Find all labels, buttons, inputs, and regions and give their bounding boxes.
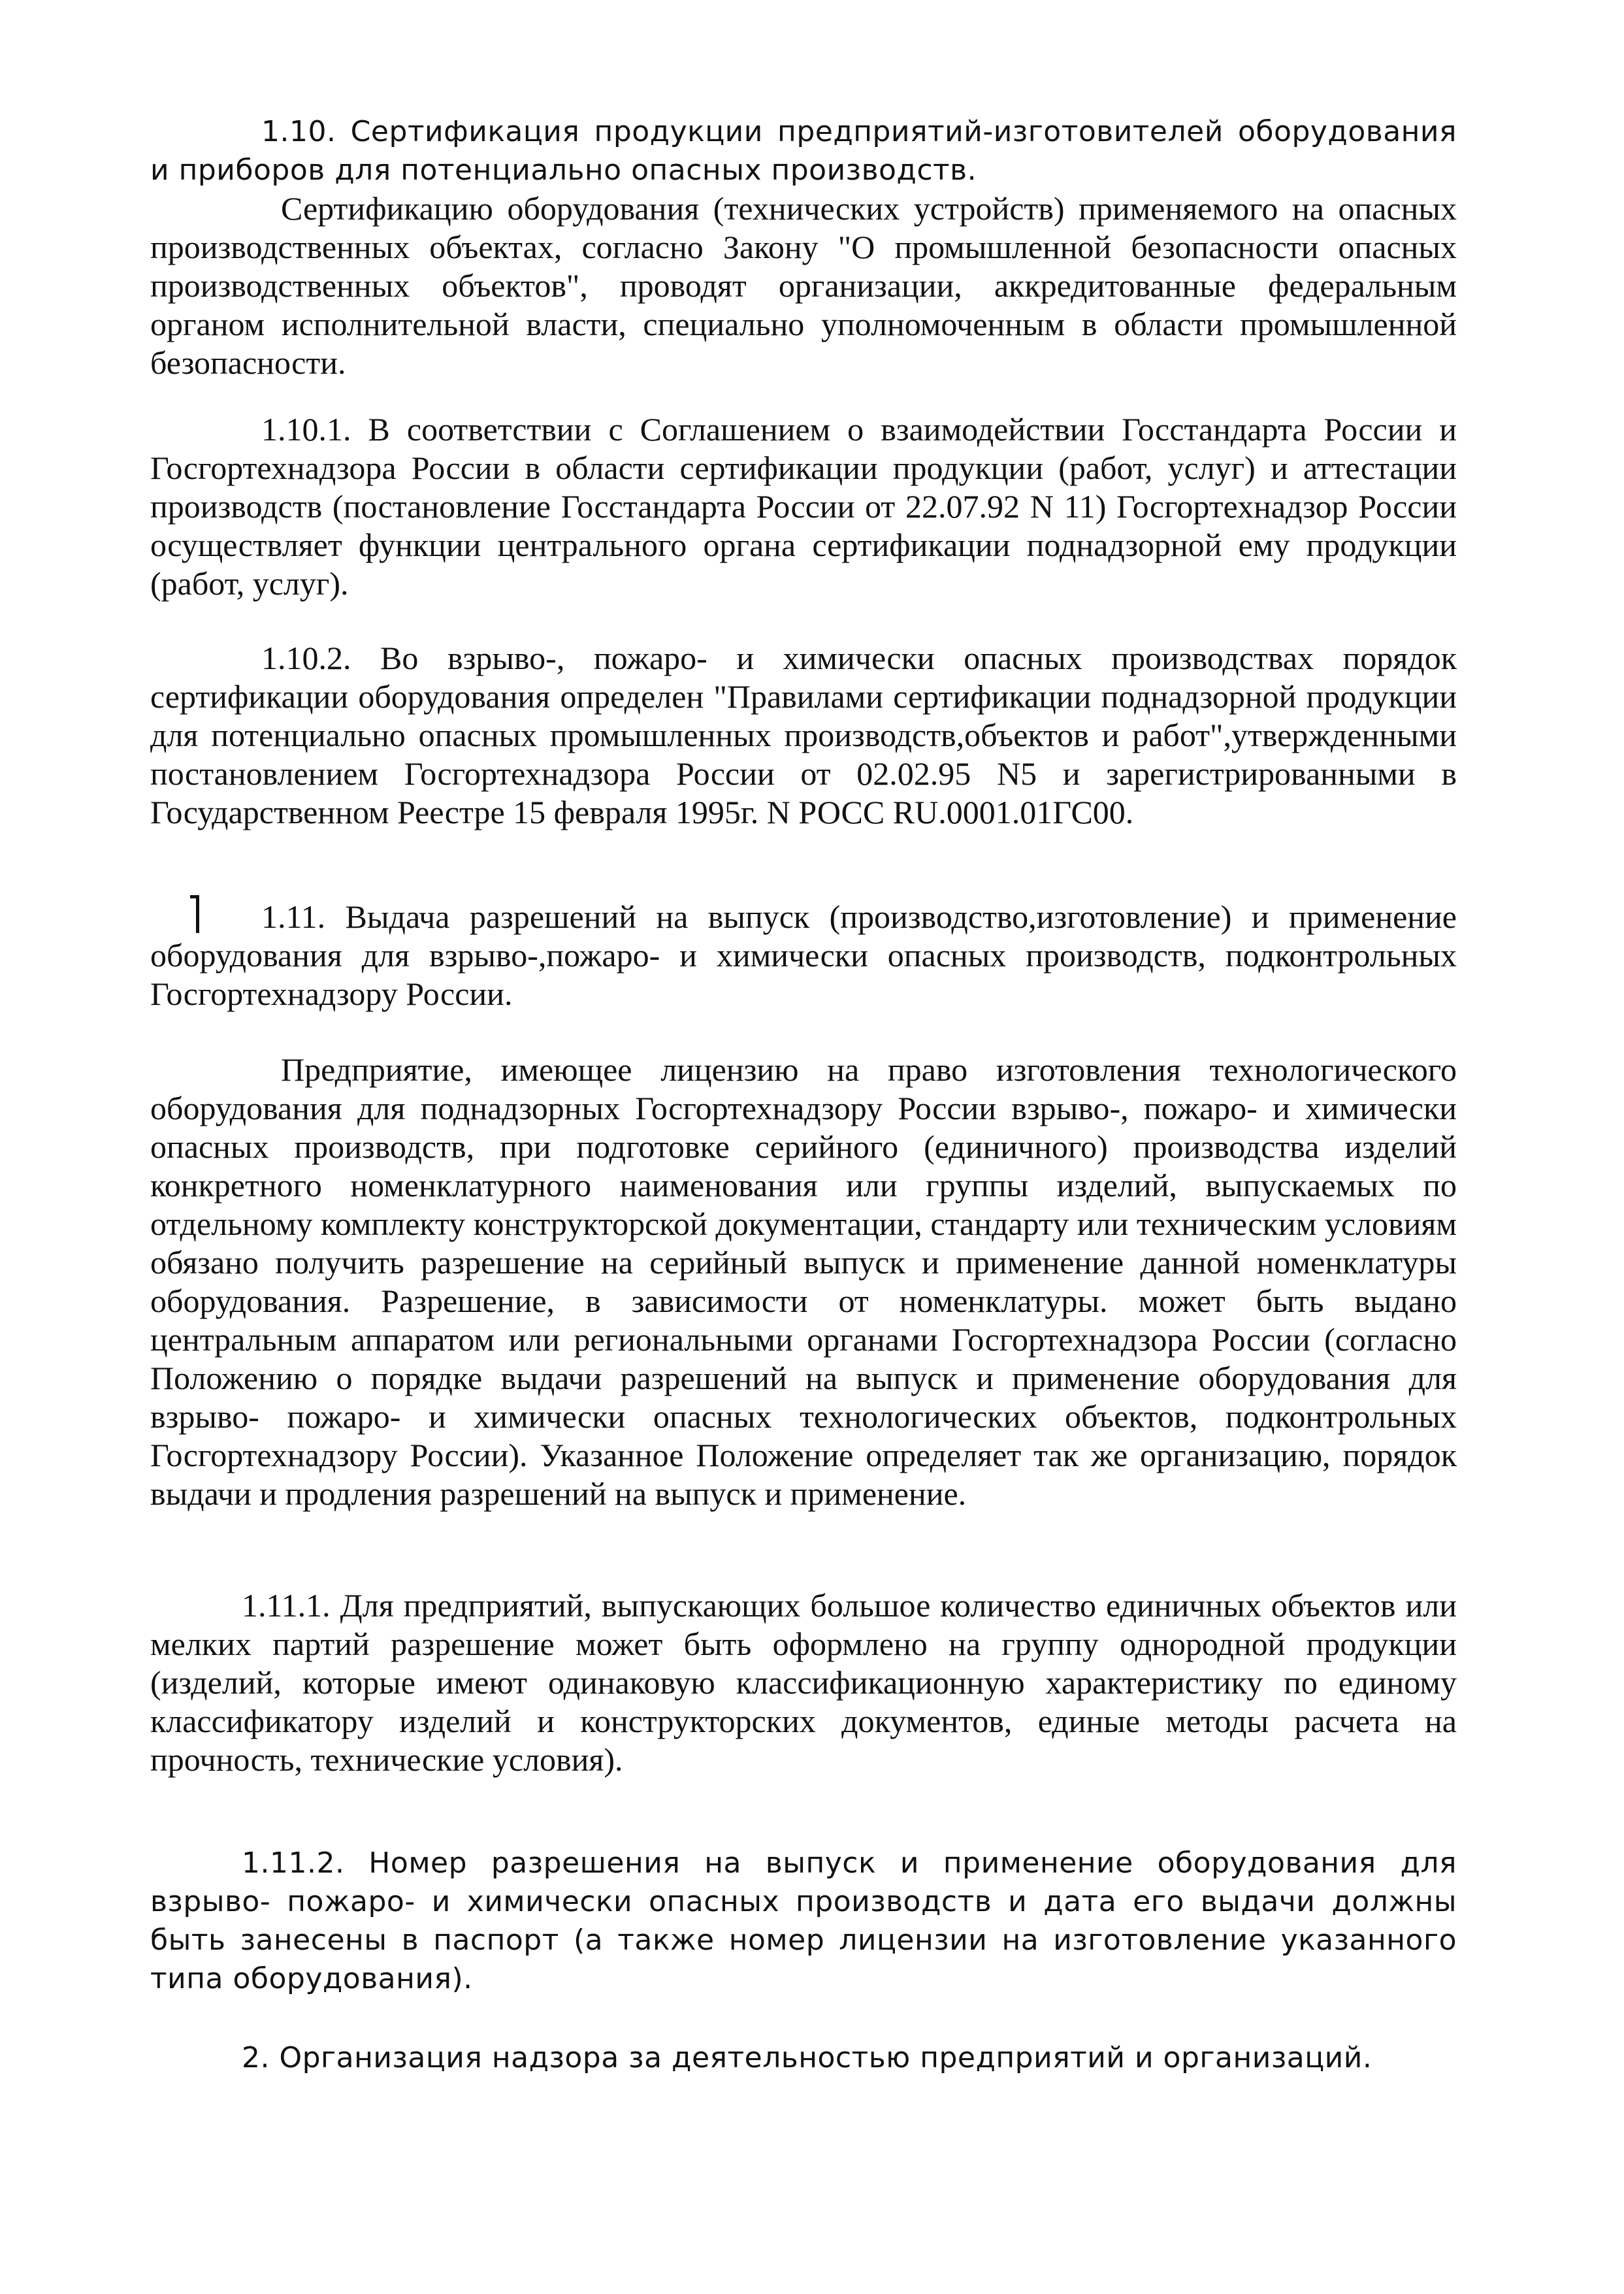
section-1-11-2: 1.11.2. Номер разрешения на выпуск и применение оборудования для взрыво- пожаро- и химически опасных производств и дата его выдачи должны быть занесены в паспорт (а также номер лицензии на изготовление указанного типа оборудования).: [150, 1846, 1457, 1995]
section-1-11-1: 1.11.1. Для предприятий, выпускающих большое количество единичных объектов или мелких партий разрешение может быть оформлено на группу однородной продукции (изделий, которые имеют одинаковую классификационную характеристику по единому классификатору изделий и конструкторских документов, единые методы расчета на прочность, технические условия).: [150, 1587, 1457, 1778]
section-1-10-heading: 1.10. Сертификация продукции предприятий-изготовителей оборудования и приборов для потенциально опасных производств.: [150, 115, 1457, 187]
section-1-11-body: Предприятие, имеющее лицензию на право изготовления технологического оборудования для поднадзорных Госгортехнадзору России взрыво-, пожаро- и химически опасных производств, при подготовке серийного (единичного) производства изделий конкретного номенклатурного наименования или группы изделий, выпускаемых по отдельному комплекту конструкторской документации, стандарту или техническим условиям обязано получить разрешение на серийный выпуск и применение данной номенклатуры оборудования. Разрешение, в зависимости от номенклатуры. может быть выдано центральным аппаратом или региональными органами Госгортехнадзора России (согласно Положению о порядке выдачи разрешений на выпуск и применение оборудования для взрыво- пожаро- и химически опасных технологических объектов, подконтрольных Госгортехнадзору России). Указанное Положение определяет так же организацию, порядок выдачи и продления разрешений на выпуск и применение.: [150, 1051, 1457, 1512]
section-2-heading: 2. Организация надзора за деятельностью предприятий и организаций.: [242, 2041, 1372, 2074]
section-1-10-body: Сертификацию оборудования (технических устройств) применяемого на опасных производственных объектах, согласно Закону "О промышленной безопасности опасных производственных объектов", проводят организации, аккредитованные федеральным органом исполнительной власти, специально уполномоченным в области промышленной безопасности.: [150, 190, 1457, 381]
section-1-10-2: 1.10.2. Во взрыво-, пожаро- и химически опасных производствах порядок сертификации оборудования определен "Правилами сертификации поднадзорной продукции для потенциально опасных промышленных производств,объектов и работ",утвержденными постановлением Госгортехнадзора России от 02.02.95 N5 и зарегистрированными в Государственном Реестре 15 февраля 1995г. N РОСС RU.0001.01ГС00.: [150, 640, 1457, 830]
section-1-11-heading: 1.11. Выдача разрешений на выпуск (производство,изготовление) и применение оборудования для взрыво-,пожаро- и химически опасных производств, подконтрольных Госгортехнадзору России.: [150, 898, 1457, 1012]
section-1-10-1: 1.10.1. В соответствии с Соглашением о взаимодействии Госстандарта России и Госгортехнадзора России в области сертификации продукции (работ, услуг) и аттестации производств (постановление Госстандарта России от 22.07.92 N 11) Госгортехнадзор России осуществляет функции центрального органа сертификации поднадзорной ему продукции (работ, услуг).: [150, 411, 1457, 602]
